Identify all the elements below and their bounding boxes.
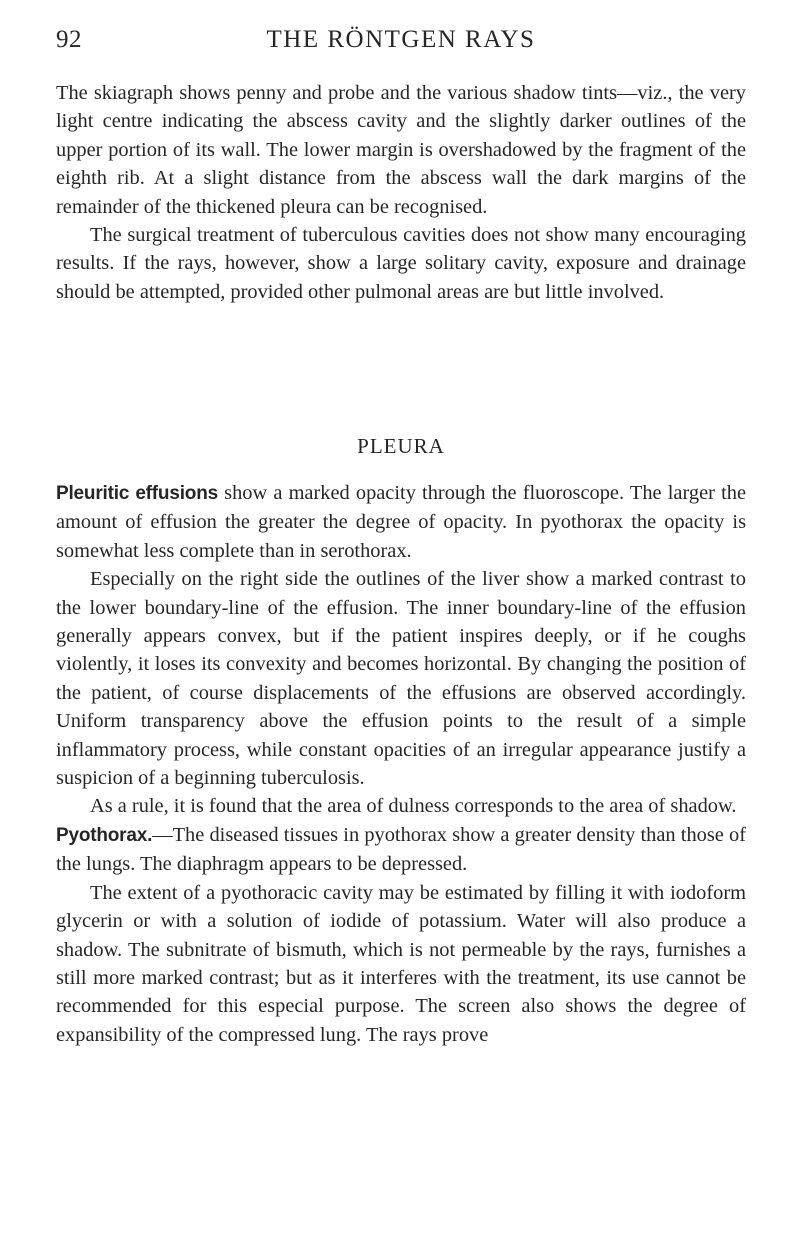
page-header: [56, 26, 746, 66]
run-in-heading-pyothorax: Pyothorax.: [56, 824, 153, 846]
running-title: THE RÖNTGEN RAYS: [266, 26, 536, 53]
paragraph-pyothorax: [56, 821, 746, 879]
paragraph-liver-outlines: Especially on the right side the outlines of the liver show a marked contrast to the lower boundary-line of the effusion. The inner boundary-line of the effusion generally appears convex, but if the patient inspires deeply, or if he coughs violently, it loses its convexity and becomes horizontal. By changing the position of the patient, of course displacements of the effusions are observed accordingly. Uniform transparency above the effusion points to the result of a simple inflammatory process, while constant opacities of an irregular appearance justify a suspicion of a beginning tuberculosis.: [56, 568, 746, 790]
paragraph-pleuritic-effusions: [56, 479, 746, 565]
body-text-pleura: [56, 479, 746, 1049]
run-in-heading-pleuritic-effusions: Pleuritic effusions: [56, 483, 218, 504]
page-number: 92: [56, 26, 82, 53]
paragraph-pyothorax-text: —The diseased tissues in pyothorax show a greater density than those of the lungs. The diaphragm appears to be depressed.: [56, 823, 746, 876]
paragraph-surgical-treatment: The surgical treatment of tuberculous cavities does not show many encouraging results. If the rays, however, show a large solitary cavity, exposure and drainage should be attempted, provided other pulmonal areas are but little involved.: [56, 224, 746, 303]
paragraph-pleuritic-effusions-text: show a marked opacity through the fluoroscope. The larger the amount of effusion the greater the degree of opacity. In pyothorax the opacity is somewhat less complete than in serothorax.: [56, 482, 746, 562]
section-heading-pleura: PLEURA: [357, 434, 445, 458]
paragraph-dulness: As a rule, it is found that the area of dulness corresponds to the area of shadow.: [90, 795, 737, 818]
paragraph-skiagraph: The skiagraph shows penny and probe and the various shadow tints—viz., the very light centre indicating the abscess cavity and the slightly darker outlines of the upper portion of its wall. The lower margin is overshadowed by the fragment of the eighth rib. At a slight distance from the abscess wall the dark margins of the remainder of the thickened pleura can be recognised.: [56, 82, 746, 218]
paragraph-pyothoracic-cavity: The extent of a pyothoracic cavity may be estimated by filling it with iodoform glycerin or with a solution of iodide of potassium. Water will also produce a shadow. The subnitrate of bismuth, which is not permeable by the rays, furnishes a still more marked contrast; but as it interferes with the treatment, its use cannot be recommended for this especial purpose. The screen also shows the degree of expansibility of the compressed lung. The rays prove: [56, 881, 746, 1046]
body-text-top: [56, 79, 746, 306]
